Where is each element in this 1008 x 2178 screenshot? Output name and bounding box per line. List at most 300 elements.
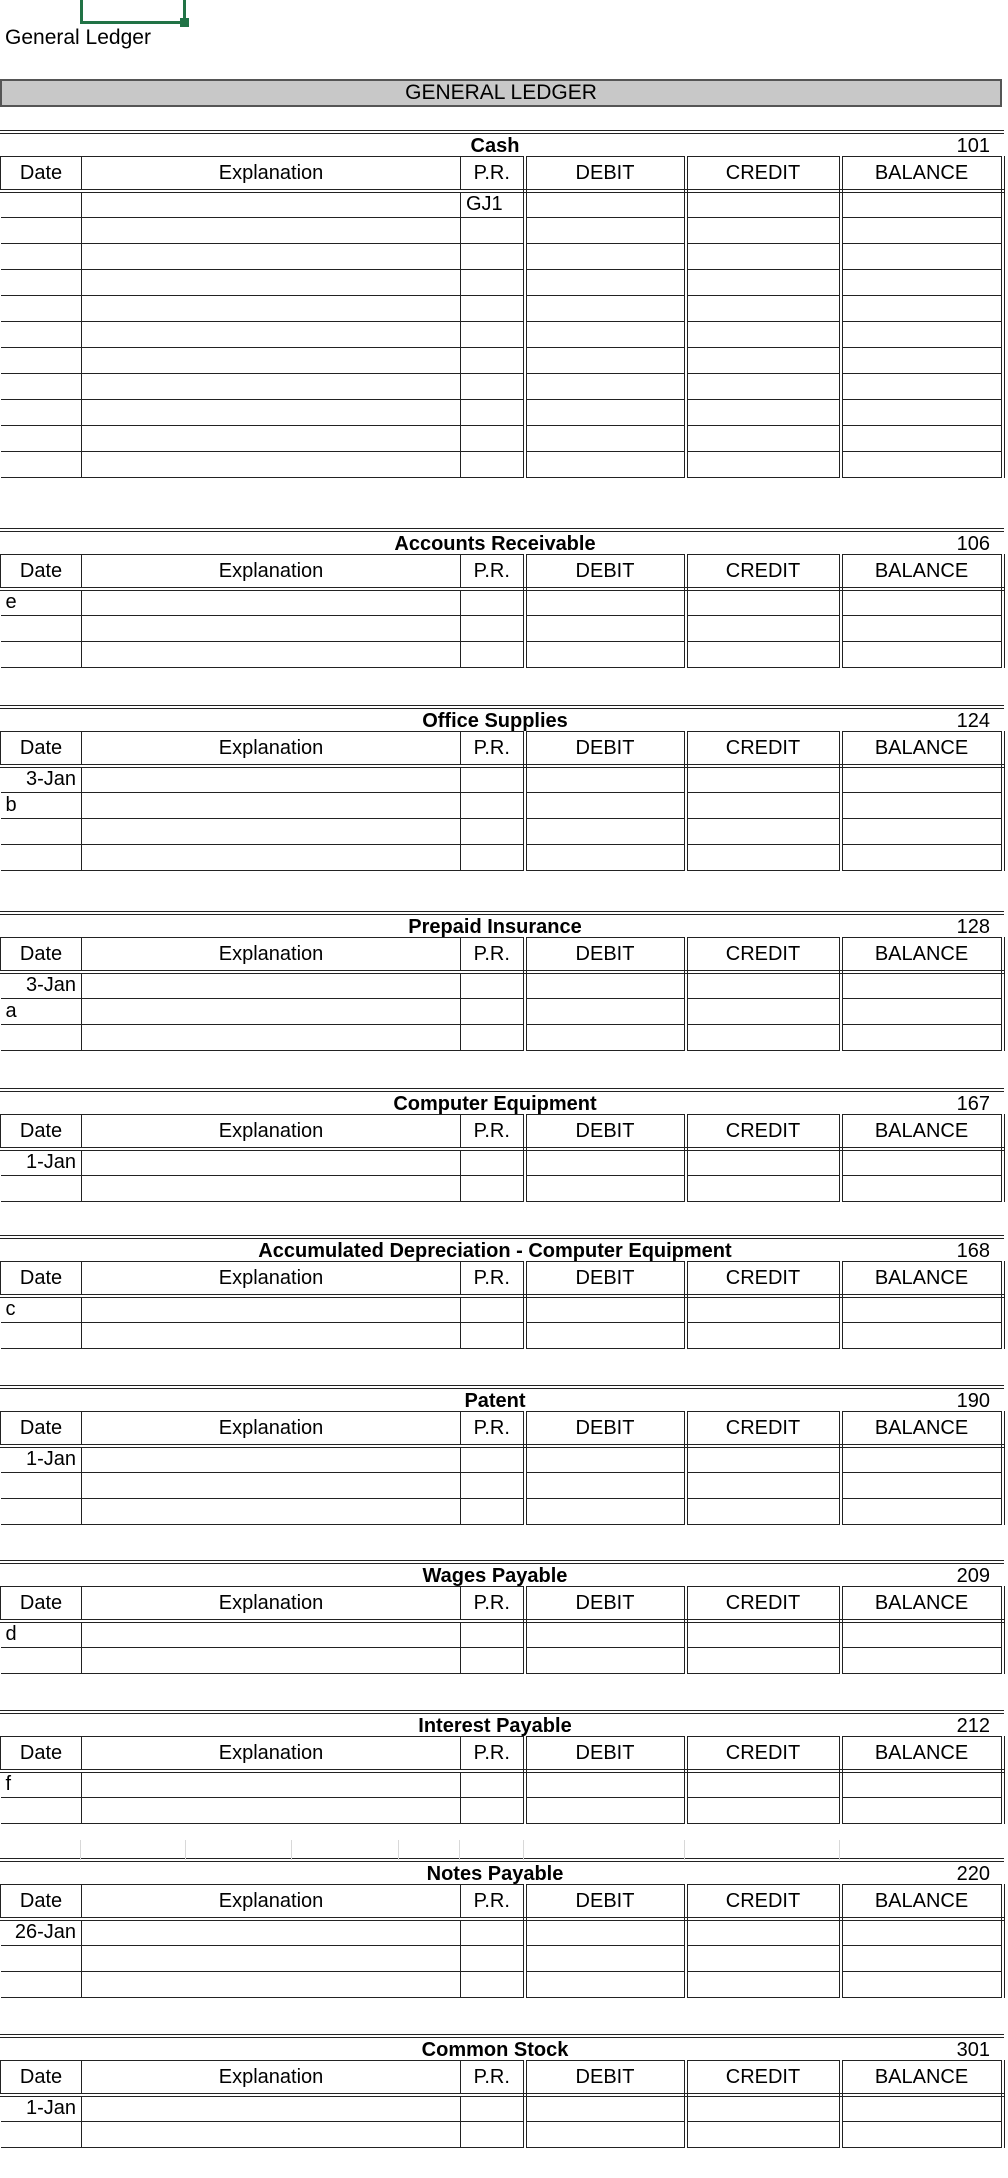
credit-cell[interactable] (686, 641, 841, 667)
debit-cell[interactable] (525, 451, 686, 477)
account-block (0, 705, 1004, 871)
date-cell[interactable] (1, 373, 82, 399)
pr-cell[interactable] (461, 972, 525, 998)
credit-cell[interactable] (686, 243, 841, 269)
pr-cell[interactable] (461, 615, 525, 641)
debit-cell[interactable] (525, 1472, 686, 1498)
date-cell[interactable]: 1-Jan (1, 1149, 82, 1175)
credit-cell[interactable] (686, 321, 841, 347)
debit-cell[interactable] (525, 399, 686, 425)
column-header-debit: DEBIT (525, 1737, 686, 1772)
date-cell[interactable] (1, 399, 82, 425)
debit-cell[interactable] (525, 1149, 686, 1175)
debit-cell[interactable] (525, 217, 686, 243)
credit-cell[interactable] (686, 615, 841, 641)
credit-cell[interactable] (686, 1945, 841, 1971)
table-row (1, 217, 1003, 243)
credit-cell[interactable] (686, 269, 841, 295)
date-cell[interactable] (1, 217, 82, 243)
explanation-cell[interactable] (82, 269, 461, 295)
pr-cell[interactable] (461, 589, 525, 615)
account-name: Interest Payable (418, 1715, 572, 1737)
pr-cell[interactable] (461, 243, 525, 269)
credit-cell[interactable] (686, 1919, 841, 1945)
pr-cell[interactable] (461, 425, 525, 451)
explanation-cell[interactable] (82, 191, 461, 217)
credit-cell[interactable] (686, 1175, 841, 1201)
column-header-pr: P.R. (461, 2061, 525, 2096)
credit-cell[interactable] (686, 1647, 841, 1673)
balance-cell[interactable] (841, 1322, 1003, 1348)
account-block (0, 911, 1004, 1051)
explanation-cell[interactable] (82, 844, 461, 870)
credit-cell[interactable] (686, 1472, 841, 1498)
debit-cell[interactable] (525, 589, 686, 615)
date-cell[interactable] (1, 243, 82, 269)
debit-cell[interactable] (525, 1647, 686, 1673)
column-header-row (1, 1262, 1003, 1297)
explanation-cell[interactable] (82, 1446, 461, 1472)
column-header-date: Date (1, 1115, 82, 1150)
ledger-table (0, 1884, 1005, 1998)
explanation-cell[interactable] (82, 1472, 461, 1498)
balance-cell[interactable] (841, 1621, 1003, 1647)
credit-cell[interactable] (686, 998, 841, 1024)
date-cell[interactable]: b (1, 792, 82, 818)
pr-cell[interactable] (461, 373, 525, 399)
debit-cell[interactable] (525, 1296, 686, 1322)
debit-cell[interactable] (525, 818, 686, 844)
pr-cell[interactable] (461, 2095, 525, 2121)
credit-cell[interactable] (686, 1024, 841, 1050)
balance-cell[interactable] (841, 1175, 1003, 1201)
balance-cell[interactable] (841, 766, 1003, 792)
debit-cell[interactable] (525, 641, 686, 667)
balance-cell[interactable] (841, 1024, 1003, 1050)
debit-cell[interactable] (525, 321, 686, 347)
pr-cell[interactable] (461, 1472, 525, 1498)
debit-cell[interactable] (525, 1797, 686, 1823)
date-cell[interactable] (1, 1175, 82, 1201)
balance-cell[interactable] (841, 972, 1003, 998)
debit-cell[interactable] (525, 1945, 686, 1971)
account-block (0, 1858, 1004, 1998)
explanation-cell[interactable] (82, 1322, 461, 1348)
pr-cell[interactable] (461, 1296, 525, 1322)
debit-cell[interactable] (525, 1971, 686, 1997)
explanation-cell[interactable] (82, 1024, 461, 1050)
pr-cell[interactable] (461, 269, 525, 295)
date-cell[interactable]: c (1, 1296, 82, 1322)
balance-cell[interactable] (841, 1771, 1003, 1797)
table-row (1, 766, 1003, 792)
pr-cell[interactable] (461, 641, 525, 667)
table-row (1, 1322, 1003, 1348)
credit-cell[interactable] (686, 451, 841, 477)
column-header-debit: DEBIT (525, 2061, 686, 2096)
balance-cell[interactable] (841, 373, 1003, 399)
account-name: Computer Equipment (393, 1093, 597, 1115)
column-header-explanation: Explanation (82, 1115, 461, 1150)
account-block (0, 1235, 1004, 1349)
balance-cell[interactable] (841, 1472, 1003, 1498)
balance-cell[interactable] (841, 1647, 1003, 1673)
table-row (1, 1971, 1003, 1997)
pr-cell[interactable] (461, 1446, 525, 1472)
balance-cell[interactable] (841, 243, 1003, 269)
debit-cell[interactable] (525, 2121, 686, 2147)
debit-cell[interactable] (525, 766, 686, 792)
explanation-cell[interactable] (82, 2095, 461, 2121)
balance-cell[interactable] (841, 1945, 1003, 1971)
explanation-cell[interactable] (82, 1175, 461, 1201)
date-cell[interactable] (1, 1024, 82, 1050)
debit-cell[interactable] (525, 347, 686, 373)
explanation-cell[interactable] (82, 347, 461, 373)
account-name: Notes Payable (426, 1863, 564, 1885)
grid-line (80, 1840, 81, 1860)
pr-cell[interactable] (461, 1919, 525, 1945)
date-cell[interactable] (1, 425, 82, 451)
credit-cell[interactable] (686, 1296, 841, 1322)
account-number: 209 (956, 1565, 990, 1587)
balance-cell[interactable] (841, 191, 1003, 217)
column-header-balance: BALANCE (841, 732, 1003, 767)
column-header-balance: BALANCE (841, 555, 1003, 590)
credit-cell[interactable] (686, 766, 841, 792)
ledger-table (0, 156, 1005, 478)
selection-handle[interactable] (180, 18, 189, 27)
column-header-pr: P.R. (461, 1262, 525, 1297)
date-cell[interactable]: 3-Jan (1, 972, 82, 998)
balance-cell[interactable] (841, 1919, 1003, 1945)
date-cell[interactable] (1, 1797, 82, 1823)
credit-cell[interactable] (686, 399, 841, 425)
pr-cell[interactable] (461, 998, 525, 1024)
date-cell[interactable]: 26-Jan (1, 1919, 82, 1945)
credit-cell[interactable] (686, 295, 841, 321)
date-cell[interactable]: e (1, 589, 82, 615)
ledger-table (0, 554, 1005, 668)
debit-cell[interactable] (525, 191, 686, 217)
explanation-cell[interactable] (82, 615, 461, 641)
pr-cell[interactable] (461, 1498, 525, 1524)
date-cell[interactable]: f (1, 1771, 82, 1797)
explanation-cell[interactable] (82, 295, 461, 321)
column-header-date: Date (1, 157, 82, 192)
date-cell[interactable] (1, 269, 82, 295)
date-cell[interactable] (1, 1945, 82, 1971)
credit-cell[interactable] (686, 1971, 841, 1997)
balance-cell[interactable] (841, 1498, 1003, 1524)
pr-cell[interactable] (461, 1149, 525, 1175)
account-number: 128 (956, 916, 990, 938)
balance-cell[interactable] (841, 641, 1003, 667)
credit-cell[interactable] (686, 217, 841, 243)
balance-cell[interactable] (841, 321, 1003, 347)
explanation-cell[interactable] (82, 425, 461, 451)
credit-cell[interactable] (686, 792, 841, 818)
ledger-header: GENERAL LEDGER (0, 79, 1002, 107)
explanation-cell[interactable] (82, 766, 461, 792)
credit-cell[interactable] (686, 844, 841, 870)
balance-cell[interactable] (841, 589, 1003, 615)
explanation-cell[interactable] (82, 1771, 461, 1797)
debit-cell[interactable] (525, 1024, 686, 1050)
column-header-debit: DEBIT (525, 1885, 686, 1920)
balance-cell[interactable] (841, 998, 1003, 1024)
pr-cell[interactable] (461, 766, 525, 792)
balance-cell[interactable] (841, 1296, 1003, 1322)
account-title-row (0, 2034, 1004, 2060)
debit-cell[interactable] (525, 373, 686, 399)
table-row (1, 972, 1003, 998)
debit-cell[interactable] (525, 295, 686, 321)
balance-cell[interactable] (841, 1971, 1003, 1997)
column-header-explanation: Explanation (82, 1885, 461, 1920)
column-header-balance: BALANCE (841, 2061, 1003, 2096)
explanation-cell[interactable] (82, 1971, 461, 1997)
date-cell[interactable] (1, 1971, 82, 1997)
pr-cell[interactable] (461, 399, 525, 425)
ledger-table (0, 731, 1005, 871)
explanation-cell[interactable] (82, 451, 461, 477)
account-title-row (0, 1088, 1004, 1114)
explanation-cell[interactable] (82, 998, 461, 1024)
pr-cell[interactable] (461, 347, 525, 373)
pr-cell[interactable]: GJ1 (461, 191, 525, 217)
balance-cell[interactable] (841, 217, 1003, 243)
credit-cell[interactable] (686, 373, 841, 399)
explanation-cell[interactable] (82, 818, 461, 844)
pr-cell[interactable] (461, 844, 525, 870)
date-cell[interactable]: 1-Jan (1, 1446, 82, 1472)
account-name: Accounts Receivable (394, 533, 596, 555)
account-number: 168 (956, 1240, 990, 1262)
column-header-credit: CREDIT (686, 1737, 841, 1772)
explanation-cell[interactable] (82, 792, 461, 818)
balance-cell[interactable] (841, 295, 1003, 321)
account-title-row (0, 911, 1004, 937)
grid-line (684, 1840, 685, 1860)
date-cell[interactable] (1, 1472, 82, 1498)
date-cell[interactable] (1, 1647, 82, 1673)
explanation-cell[interactable] (82, 589, 461, 615)
ledger-table (0, 937, 1005, 1051)
credit-cell[interactable] (686, 1322, 841, 1348)
account-block (0, 528, 1004, 668)
column-header-explanation: Explanation (82, 2061, 461, 2096)
credit-cell[interactable] (686, 347, 841, 373)
explanation-cell[interactable] (82, 1797, 461, 1823)
pr-cell[interactable] (461, 1945, 525, 1971)
debit-cell[interactable] (525, 615, 686, 641)
pr-cell[interactable] (461, 1647, 525, 1673)
explanation-cell[interactable] (82, 1945, 461, 1971)
balance-cell[interactable] (841, 818, 1003, 844)
column-header-balance: BALANCE (841, 1262, 1003, 1297)
pr-cell[interactable] (461, 1322, 525, 1348)
pr-cell[interactable] (461, 451, 525, 477)
date-cell[interactable] (1, 1498, 82, 1524)
debit-cell[interactable] (525, 425, 686, 451)
account-title-row (0, 528, 1004, 554)
explanation-cell[interactable] (82, 972, 461, 998)
date-cell[interactable] (1, 2121, 82, 2147)
credit-cell[interactable] (686, 1797, 841, 1823)
column-header-date: Date (1, 938, 82, 973)
balance-cell[interactable] (841, 451, 1003, 477)
table-row (1, 1621, 1003, 1647)
balance-cell[interactable] (841, 2121, 1003, 2147)
column-header-credit: CREDIT (686, 1412, 841, 1447)
pr-cell[interactable] (461, 295, 525, 321)
date-cell[interactable] (1, 844, 82, 870)
balance-cell[interactable] (841, 615, 1003, 641)
column-header-row (1, 1412, 1003, 1447)
balance-cell[interactable] (841, 1446, 1003, 1472)
date-cell[interactable] (1, 615, 82, 641)
column-header-date: Date (1, 1885, 82, 1920)
column-header-credit: CREDIT (686, 1115, 841, 1150)
pr-cell[interactable] (461, 818, 525, 844)
credit-cell[interactable] (686, 1498, 841, 1524)
column-header-pr: P.R. (461, 938, 525, 973)
explanation-cell[interactable] (82, 1621, 461, 1647)
explanation-cell[interactable] (82, 1919, 461, 1945)
column-header-debit: DEBIT (525, 1587, 686, 1622)
debit-cell[interactable] (525, 269, 686, 295)
credit-cell[interactable] (686, 2095, 841, 2121)
explanation-cell[interactable] (82, 1647, 461, 1673)
date-cell[interactable] (1, 295, 82, 321)
debit-cell[interactable] (525, 1771, 686, 1797)
debit-cell[interactable] (525, 792, 686, 818)
date-cell[interactable] (1, 451, 82, 477)
balance-cell[interactable] (841, 269, 1003, 295)
date-cell[interactable] (1, 818, 82, 844)
pr-cell[interactable] (461, 1621, 525, 1647)
column-header-balance: BALANCE (841, 1412, 1003, 1447)
credit-cell[interactable] (686, 1621, 841, 1647)
column-header-explanation: Explanation (82, 1412, 461, 1447)
explanation-cell[interactable] (82, 243, 461, 269)
balance-cell[interactable] (841, 399, 1003, 425)
credit-cell[interactable] (686, 818, 841, 844)
account-name: Cash (470, 135, 520, 157)
table-row (1, 641, 1003, 667)
balance-cell[interactable] (841, 792, 1003, 818)
account-title-row (0, 130, 1004, 156)
debit-cell[interactable] (525, 243, 686, 269)
pr-cell[interactable] (461, 1771, 525, 1797)
date-cell[interactable]: d (1, 1621, 82, 1647)
column-header-pr: P.R. (461, 1737, 525, 1772)
date-cell[interactable] (1, 347, 82, 373)
column-header-row (1, 938, 1003, 973)
credit-cell[interactable] (686, 191, 841, 217)
balance-cell[interactable] (841, 1797, 1003, 1823)
date-cell[interactable] (1, 641, 82, 667)
column-header-date: Date (1, 1737, 82, 1772)
grid-line (523, 1840, 524, 1860)
pr-cell[interactable] (461, 1024, 525, 1050)
pr-cell[interactable] (461, 2121, 525, 2147)
column-header-credit: CREDIT (686, 555, 841, 590)
debit-cell[interactable] (525, 1175, 686, 1201)
debit-cell[interactable] (525, 1621, 686, 1647)
pr-cell[interactable] (461, 1971, 525, 1997)
credit-cell[interactable] (686, 425, 841, 451)
explanation-cell[interactable] (82, 1498, 461, 1524)
credit-cell[interactable] (686, 1149, 841, 1175)
column-header-balance: BALANCE (841, 1885, 1003, 1920)
pr-cell[interactable] (461, 792, 525, 818)
date-cell[interactable] (1, 191, 82, 217)
credit-cell[interactable] (686, 972, 841, 998)
credit-cell[interactable] (686, 1446, 841, 1472)
date-cell[interactable] (1, 321, 82, 347)
column-header-debit: DEBIT (525, 1412, 686, 1447)
explanation-cell[interactable] (82, 217, 461, 243)
explanation-cell[interactable] (82, 641, 461, 667)
credit-cell[interactable] (686, 589, 841, 615)
pr-cell[interactable] (461, 1797, 525, 1823)
debit-cell[interactable] (525, 1322, 686, 1348)
balance-cell[interactable] (841, 844, 1003, 870)
pr-cell[interactable] (461, 217, 525, 243)
date-cell[interactable]: a (1, 998, 82, 1024)
explanation-cell[interactable] (82, 399, 461, 425)
sheet-tab-label[interactable]: General Ledger (5, 26, 151, 49)
table-row (1, 321, 1003, 347)
table-row (1, 295, 1003, 321)
balance-cell[interactable] (841, 425, 1003, 451)
credit-cell[interactable] (686, 1771, 841, 1797)
column-header-credit: CREDIT (686, 732, 841, 767)
balance-cell[interactable] (841, 347, 1003, 373)
debit-cell[interactable] (525, 998, 686, 1024)
table-row (1, 1919, 1003, 1945)
debit-cell[interactable] (525, 1498, 686, 1524)
date-cell[interactable]: 1-Jan (1, 2095, 82, 2121)
pr-cell[interactable] (461, 1175, 525, 1201)
credit-cell[interactable] (686, 2121, 841, 2147)
table-row (1, 1175, 1003, 1201)
debit-cell[interactable] (525, 1919, 686, 1945)
column-header-row (1, 157, 1003, 192)
explanation-cell[interactable] (82, 2121, 461, 2147)
date-cell[interactable]: 3-Jan (1, 766, 82, 792)
explanation-cell[interactable] (82, 1296, 461, 1322)
explanation-cell[interactable] (82, 1149, 461, 1175)
table-row (1, 347, 1003, 373)
account-number: 301 (956, 2039, 990, 2061)
date-cell[interactable] (1, 1322, 82, 1348)
pr-cell[interactable] (461, 321, 525, 347)
explanation-cell[interactable] (82, 321, 461, 347)
explanation-cell[interactable] (82, 373, 461, 399)
column-header-balance: BALANCE (841, 1115, 1003, 1150)
balance-cell[interactable] (841, 1149, 1003, 1175)
balance-cell[interactable] (841, 2095, 1003, 2121)
debit-cell[interactable] (525, 1446, 686, 1472)
column-header-explanation: Explanation (82, 1262, 461, 1297)
column-header-debit: DEBIT (525, 1262, 686, 1297)
debit-cell[interactable] (525, 844, 686, 870)
debit-cell[interactable] (525, 972, 686, 998)
debit-cell[interactable] (525, 2095, 686, 2121)
